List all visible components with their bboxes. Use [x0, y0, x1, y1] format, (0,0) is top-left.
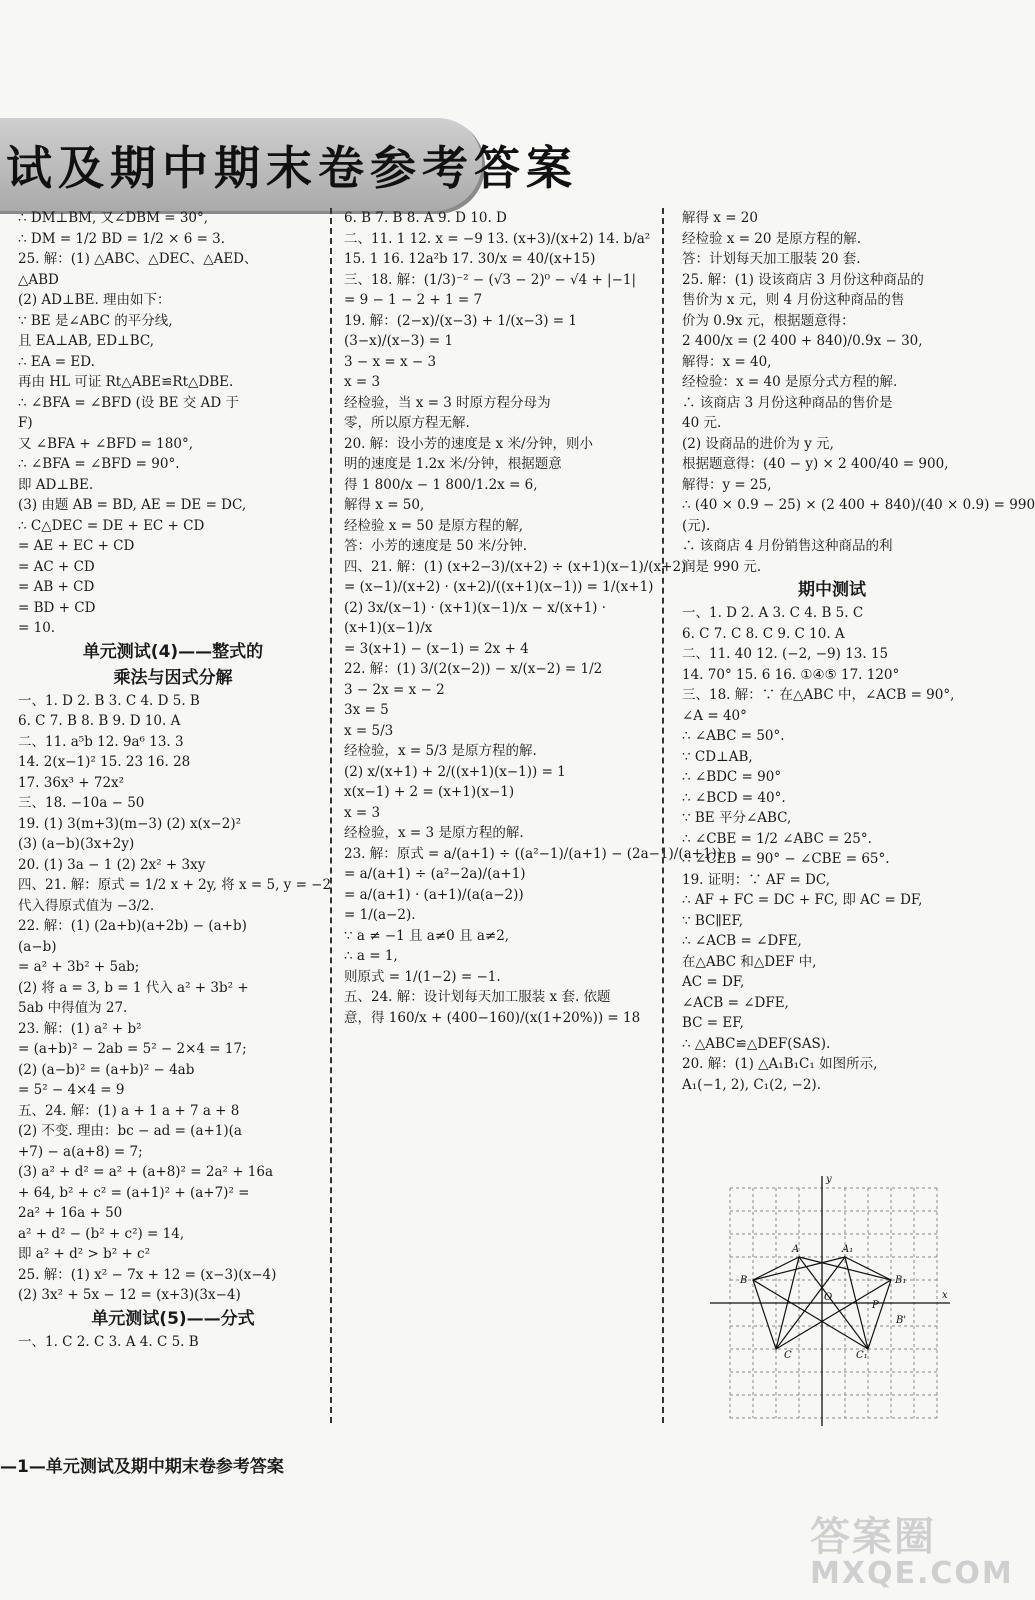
- answer-line: 一、1. D 2. B 3. C 4. D 5. B: [18, 692, 200, 709]
- answer-line: 二、11. 40 12. (−2, −9) 13. 15: [682, 646, 889, 662]
- answer-line: ∴ (40 × 0.9 − 25) × (2 400 + 840)/(40 × 0.9) = 990: [682, 497, 1035, 513]
- answer-line: ∵ BE 平分∠ABC,: [682, 810, 792, 826]
- answer-line: ∵ CD⊥AB,: [682, 748, 753, 765]
- answer-line: 一、1. C 2. C 3. A 4. C 5. B: [18, 1333, 199, 1350]
- answer-line: = 9 − 1 − 2 + 1 = 7: [344, 292, 483, 308]
- answer-line: (x+1)(x−1)/x: [344, 620, 433, 636]
- answer-line: 3x = 5: [344, 702, 389, 718]
- answer-line: ∴ a = 1,: [344, 948, 398, 964]
- answer-line: = 3(x+1) − (x−1) = 2x + 4: [344, 640, 529, 657]
- section-heading: 单元测试(5)——分式: [91, 1308, 255, 1329]
- answer-line: = (x−1)/(x+2) · (x+2)/((x+1)(x−1)) = 1/(x+1): [344, 579, 654, 595]
- answer-line: x = 3: [344, 374, 381, 390]
- answer-line: 代入得原式值为 −3/2.: [18, 897, 155, 914]
- answer-line: 四、21. 解：(1) (x+2−3)/(x+2) ÷ (x+1)(x−1)/(x+2): [344, 558, 687, 575]
- answer-line: = a² + 3b² + 5ab;: [18, 959, 140, 975]
- point-a1-label: A₁: [842, 1244, 854, 1255]
- answer-line: ∠ACB = ∠DFE,: [682, 994, 789, 1011]
- answer-line: = 5² − 4×4 = 9: [18, 1082, 125, 1098]
- answer-line: 经检验 x = 50 是原方程的解,: [344, 517, 524, 534]
- answer-line: (2) AD⊥BE. 理由如下：: [18, 292, 171, 308]
- answer-line: 四、21. 解：原式 = 1/2 x + 2y, 将 x = 5, y = −2: [18, 877, 332, 893]
- answer-line: x = 5/3: [344, 722, 394, 739]
- answer-line: ∵ BE 是∠ABC 的平分线,: [18, 312, 173, 329]
- answer-line: 三、18. 解：(1/3)⁻² − (√3 − 2)⁰ − √4 + |−1|: [344, 271, 637, 288]
- answer-line: 五、24. 解：设计划每天加工服装 x 套. 依题: [344, 989, 611, 1005]
- answer-line: (2) (a−b)² = (a+b)² − 4ab: [18, 1061, 195, 1078]
- answer-line: 22. 解：(1) 3/(2(x−2)) − x/(x−2) = 1/2: [344, 661, 603, 677]
- answer-line: a² + d² − (b² + c²) = 14,: [18, 1225, 185, 1242]
- answer-line: 22. 解：(1) (2a+b)(a+2b) − (a+b): [18, 918, 247, 934]
- answer-line: (3) 由题 AB = BD, AE = DE = DC,: [18, 497, 247, 513]
- answer-line: (a−b): [18, 938, 57, 955]
- answer-line: 19. 证明：∵ AF = DC,: [682, 871, 831, 888]
- answer-line: ∴ 该商店 3 月份这种商品的售价是: [682, 394, 893, 411]
- answer-line: = 1/(a−2).: [344, 907, 416, 923]
- answer-line: ∴ EA = ED.: [18, 353, 95, 370]
- answer-line: = AE + EC + CD: [18, 538, 135, 554]
- answer-line: 五、24. 解：(1) a + 1 a + 7 a + 8: [18, 1102, 240, 1119]
- answer-line: ∴ ∠BFA = ∠BFD = 90°.: [18, 456, 180, 472]
- answer-line: F): [18, 415, 33, 431]
- answer-line: (3) a² + d² = a² + (a+8)² = 2a² + 16a: [18, 1164, 274, 1180]
- answer-line: 40 元.: [682, 415, 722, 431]
- answer-line: 解得：x = 40,: [682, 353, 772, 370]
- column-left: [18, 208, 332, 1352]
- answer-line: BC = EF,: [682, 1015, 744, 1031]
- answer-line: 售价为 x 元，则 4 月份这种商品的售: [682, 292, 905, 308]
- answer-line: 经检验，当 x = 3 时原方程分母为: [344, 394, 551, 411]
- answer-line: ∴ ∠ACB = ∠DFE,: [682, 933, 802, 949]
- answer-line: x = 3: [344, 804, 381, 821]
- answer-line: 即 a² + d² > b² + c²: [18, 1246, 151, 1262]
- x-axis-label: x: [942, 1290, 948, 1301]
- answer-line: ∴ △ABC≌△DEF(SAS).: [682, 1035, 831, 1052]
- answer-line: 25. 解：(1) △ABC、△DEC、△AED、: [18, 251, 258, 267]
- answer-line: ∴ 该商店 4 月份销售这种商品的利: [682, 538, 893, 554]
- answer-line: 得 1 800/x − 1 800/1.2x = 6,: [344, 476, 538, 493]
- answer-line: ∴ AF + FC = DC + FC, 即 AC = DF,: [682, 892, 923, 908]
- column-divider: [330, 208, 332, 1423]
- answer-line: ∠A = 40°: [682, 707, 747, 724]
- answer-line: 零，所以原方程无解.: [344, 415, 470, 431]
- answer-line: 意，得 160/x + (400−160)/(x(1+20%)) = 18: [344, 1009, 641, 1026]
- answer-line: 明的速度是 1.2x 米/分钟，根据题意: [344, 456, 562, 472]
- answer-line: A₁(−1, 2), C₁(2, −2).: [682, 1076, 821, 1093]
- answer-line: 在△ABC 和△DEF 中,: [682, 953, 817, 970]
- column-right: [682, 208, 1035, 1095]
- answer-line: +7) − a(a+8) = 7;: [18, 1143, 143, 1160]
- answer-line: (3−x)/(x−3) = 1: [344, 333, 454, 349]
- answer-line: 3 − x = x − 3: [344, 353, 437, 370]
- answer-line: 3 − 2x = x − 2: [344, 681, 445, 698]
- answer-line: 14. 70° 15. 6 16. ①④⑤ 17. 120°: [682, 666, 900, 683]
- title-banner: [0, 118, 578, 214]
- point-p-label: P: [872, 1300, 879, 1311]
- answer-line: △ABD: [18, 271, 59, 288]
- watermark-text: 答案圈: [810, 1514, 936, 1560]
- answer-line: 23. 解：(1) a² + b²: [18, 1020, 142, 1037]
- answer-line: ∴ ∠ABC = 50°.: [682, 728, 785, 744]
- answer-line: 则原式 = 1/(1−2) = −1.: [344, 968, 501, 985]
- answer-line: 23. 解：原式 = a/(a+1) ÷ ((a²−1)/(a+1) − (2a−1)/(a+1)): [344, 845, 723, 862]
- answer-line: 解得 x = 20: [682, 210, 758, 226]
- coordinate-figure: [710, 1168, 964, 1428]
- column-divider: [662, 208, 664, 1423]
- answer-line: = BD + CD: [18, 599, 96, 616]
- answer-line: ∵ a ≠ −1 且 a≠0 且 a≠2,: [344, 927, 510, 944]
- watermark-domain: MXQE.COM: [810, 1556, 1014, 1591]
- answer-line: 且 EA⊥AB, ED⊥BC,: [18, 333, 155, 349]
- point-b-label: B: [740, 1275, 748, 1286]
- answer-line: 14. 2(x−1)² 15. 23 16. 28: [18, 754, 191, 770]
- answer-line: 经检验：x = 40 是原分式方程的解.: [682, 374, 898, 390]
- answer-line: 6. C 7. C 8. C 9. C 10. A: [682, 625, 845, 642]
- answer-line: 三、18. 解：∵ 在△ABC 中，∠ACB = 90°,: [682, 687, 955, 703]
- answer-line: ∴ ∠BFA = ∠BFD (设 BE 交 AD 于: [18, 394, 239, 411]
- answer-line: 润是 990 元.: [682, 558, 762, 575]
- answer-line: 25. 解：(1) 设该商店 3 月份这种商品的: [682, 271, 924, 288]
- point-a-label: A: [792, 1244, 800, 1255]
- answer-line: ∴ DM⊥BM, 又∠DBM = 30°,: [18, 210, 209, 226]
- answer-line: 即 AD⊥BE.: [18, 476, 94, 493]
- answer-line: ∴ C△DEC = DE + EC + CD: [18, 517, 205, 534]
- answer-line: 经检验，x = 3 是原方程的解.: [344, 825, 524, 841]
- banner-title: 试及期中期末卷参考答案: [6, 141, 578, 195]
- answer-line: 2a² + 16a + 50: [18, 1205, 123, 1221]
- answer-line: 2 400/x = (2 400 + 840)/0.9x − 30,: [682, 333, 923, 349]
- answer-line: = 10.: [18, 620, 56, 636]
- answer-line: ∴ ∠CBE = 1/2 ∠ABC = 25°.: [682, 830, 872, 847]
- answer-line: 解得：y = 25,: [682, 476, 772, 493]
- answer-line: ∴ ∠BDC = 90°: [682, 769, 782, 785]
- answer-line: 解得 x = 50,: [344, 497, 425, 513]
- answer-line: 6. B 7. B 8. A 9. D 10. D: [344, 210, 507, 226]
- answer-line: 19. 解：(2−x)/(x−3) + 1/(x−3) = 1: [344, 312, 577, 329]
- answer-line: ∴ ∠CEB = 90° − ∠CBE = 65°.: [682, 851, 890, 867]
- answer-line: (2) 设商品的进价为 y 元,: [682, 435, 834, 452]
- watermark-logo: [810, 1505, 1014, 1595]
- answer-line: 根据题意得：(40 − y) × 2 400/40 = 900,: [682, 456, 949, 472]
- answer-line: (2) 3x/(x−1) · (x+1)(x−1)/x − x/(x+1) ·: [344, 599, 607, 616]
- answer-line: (2) x/(x+1) + 2/((x+1)(x−1)) = 1: [344, 763, 566, 780]
- answer-line: 价为 0.9x 元，根据题意得：: [682, 312, 855, 329]
- answer-line: 答：计划每天加工服装 20 套.: [682, 251, 861, 267]
- answer-line: 再由 HL 可证 Rt△ABE≌Rt△DBE.: [18, 374, 234, 390]
- answer-line: 又 ∠BFA + ∠BFD = 180°,: [18, 435, 193, 452]
- answer-line: 5ab 中得值为 27.: [18, 1000, 128, 1016]
- answer-line: 经检验 x = 20 是原方程的解.: [682, 230, 862, 247]
- answer-line: = AB + CD: [18, 579, 95, 595]
- answer-line: 一、1. D 2. A 3. C 4. B 5. C: [682, 605, 864, 621]
- answer-line: (2) 3x² + 5x − 12 = (x+3)(3x−4): [18, 1287, 241, 1303]
- answer-line: AC = DF,: [682, 974, 745, 990]
- section-heading: 乘法与因式分解: [113, 667, 233, 688]
- answer-line: ∴ ∠BCD = 40°.: [682, 789, 786, 806]
- point-c1-label: C₁: [856, 1350, 868, 1361]
- answer-line: x(x−1) + 2 = (x+1)(x−1): [344, 784, 515, 800]
- answer-line: ∵ BC∥EF,: [682, 912, 744, 929]
- answer-line: 15. 1 16. 12a²b 17. 30/x = 40/(x+15): [344, 251, 596, 267]
- answer-line: (2) 不变. 理由：bc − ad = (a+1)(a: [18, 1123, 242, 1139]
- answer-line: 6. C 7. B 8. B 9. D 10. A: [18, 713, 181, 729]
- answer-line: = AC + CD: [18, 558, 95, 575]
- point-c-label: C: [784, 1350, 792, 1361]
- answer-line: ∴ DM = 1/2 BD = 1/2 × 6 = 3.: [18, 230, 226, 247]
- answer-line: = (a+b)² − 2ab = 5² − 2×4 = 17;: [18, 1041, 247, 1057]
- answer-line: (2) 将 a = 3, b = 1 代入 a² + 3b² +: [18, 979, 249, 996]
- section-heading: 单元测试(4)——整式的: [82, 641, 264, 662]
- answer-line: (3) (a−b)(3x+2y): [18, 836, 135, 852]
- y-axis-label: y: [826, 1174, 832, 1185]
- answer-line: 答：小芳的速度是 50 米/分钟.: [344, 538, 528, 554]
- answer-line: 20. 解：(1) △A₁B₁C₁ 如图所示,: [682, 1056, 878, 1072]
- answer-line: 二、11. a⁵b 12. 9a⁶ 13. 3: [18, 733, 184, 750]
- answer-line: + 64, b² + c² = (a+1)² + (a+7)² =: [18, 1184, 250, 1201]
- answer-line: 20. 解：设小芳的速度是 x 米/分钟，则小: [344, 435, 594, 452]
- answer-line: = a/(a+1) · (a+1)/(a(a−2)): [344, 886, 524, 903]
- answer-line: 经检验，x = 5/3 是原方程的解.: [344, 743, 537, 759]
- answer-line: 20. (1) 3a − 1 (2) 2x² + 3xy: [18, 856, 206, 873]
- answer-line: 三、18. −10a − 50: [18, 795, 145, 811]
- point-b1-label: B₁: [895, 1275, 907, 1286]
- answer-line: 17. 36x³ + 72x²: [18, 774, 125, 791]
- page-footer: —1—单元测试及期中期末卷参考答案: [0, 1457, 284, 1477]
- answer-line: 19. (1) 3(m+3)(m−3) (2) x(x−2)²: [18, 815, 242, 832]
- origin-label: O: [824, 1292, 833, 1303]
- answer-line: = a/(a+1) ÷ (a²−2a)/(a+1): [344, 866, 526, 882]
- answer-line: 25. 解：(1) x² − 7x + 12 = (x−3)(x−4): [18, 1266, 277, 1283]
- answer-line: 二、11. 1 12. x = −9 13. (x+3)/(x+2) 14. b/a²: [344, 230, 651, 247]
- section-heading: 期中测试: [798, 580, 866, 600]
- answer-line: (元).: [682, 517, 711, 534]
- point-bprime-label: B': [896, 1315, 907, 1326]
